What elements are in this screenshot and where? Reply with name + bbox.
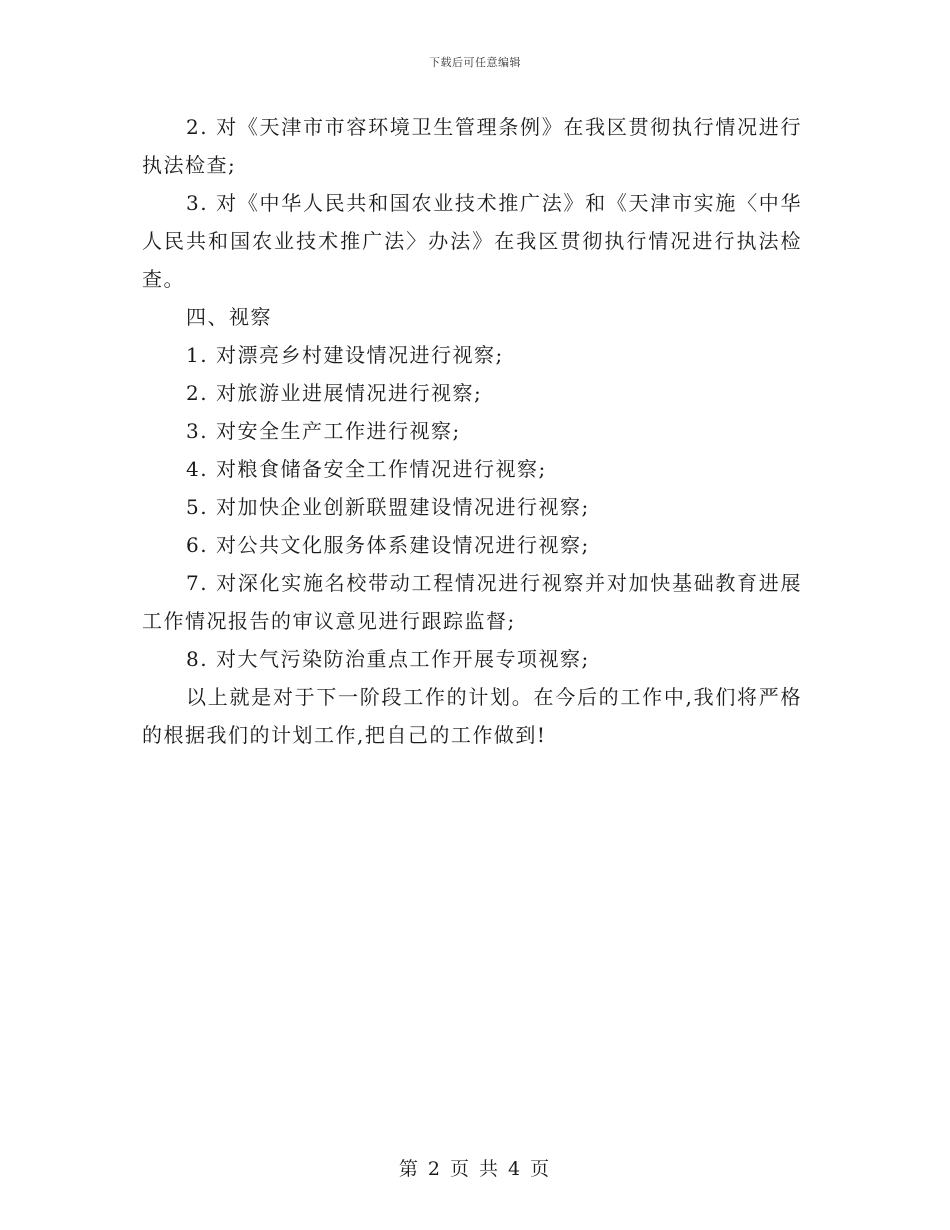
list-item: 8. 对大气污染防治重点工作开展专项视察; <box>186 647 590 671</box>
list-item: 4. 对粮食储备安全工作情况进行视察; <box>186 457 547 481</box>
closing-paragraph: 以上就是对于下一阶段工作的计划。在今后的工作中,我们将严格的根据我们的计划工作,把自己的工作做到! <box>142 685 802 747</box>
list-item: 5. 对加快企业创新联盟建设情况进行视察; <box>186 495 590 519</box>
paragraph: 2. 对《天津市市容环境卫生管理条例》在我区贯彻执行情况进行执法检查; <box>142 115 802 177</box>
list-item: 7. 对深化实施名校带动工程情况进行视察并对加快基础教育进展工作情况报告的审议意见进行跟踪监督; <box>142 571 802 633</box>
paragraph: 3. 对《中华人民共和国农业技术推广法》和《天津市实施〈中华人民共和国农业技术推广法〉办法》在我区贯彻执行情况进行执法检查。 <box>142 191 802 291</box>
list-item: 6. 对公共文化服务体系建设情况进行视察; <box>186 533 590 557</box>
list-item: 3. 对安全生产工作进行视察; <box>186 419 461 443</box>
list-item: 1. 对漂亮乡村建设情况进行视察; <box>186 343 504 367</box>
document-body <box>142 108 802 754</box>
page-number: 第 2 页 共 4 页 <box>398 1158 552 1180</box>
list-item: 2. 对旅游业进展情况进行视察; <box>186 381 483 405</box>
section-heading: 四、视察 <box>186 305 272 329</box>
page-header-note: 下载后可任意编辑 <box>429 56 521 69</box>
